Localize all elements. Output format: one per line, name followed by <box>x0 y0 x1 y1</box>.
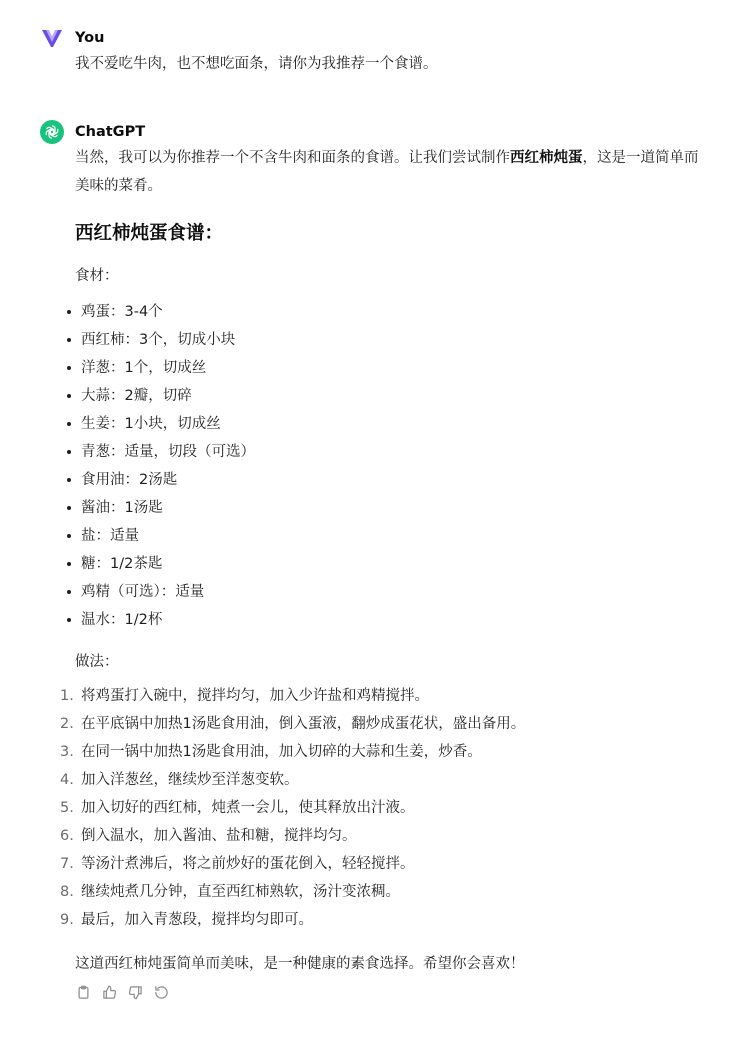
ingredient-text: 鸡蛋：3-4个 <box>81 304 163 320</box>
user-author-row <box>40 26 700 50</box>
list-item <box>75 550 700 578</box>
step-number: 8. <box>60 884 74 900</box>
ingredient-text: 青葱：适量，切段（可选） <box>81 444 255 460</box>
regenerate-icon <box>154 985 169 1000</box>
step-number: 3. <box>60 744 74 760</box>
list-item <box>75 326 700 354</box>
list-item <box>60 710 700 738</box>
user-message-text: 我不爱吃牛肉，也不想吃面条，请你为我推荐一个食谱。 <box>75 56 438 72</box>
copy-button[interactable] <box>75 984 91 1000</box>
step-number: 9. <box>60 912 74 928</box>
step-text: 倒入温水，加入酱油、盐和糖，搅拌均匀。 <box>81 828 357 844</box>
assistant-name: ChatGPT <box>75 124 146 140</box>
user-message <box>40 26 700 78</box>
ingredient-text: 大蒜：2瓣，切碎 <box>81 388 192 404</box>
assistant-intro <box>75 144 700 200</box>
step-text: 继续炖煮几分钟，直至西红柿熟软，汤汁变浓稠。 <box>81 884 400 900</box>
list-item <box>60 766 700 794</box>
assistant-outro: 这道西红柿炖蛋简单而美味，是一种健康的素食选择。希望你会喜欢！ <box>75 956 525 972</box>
step-number: 1. <box>60 688 74 704</box>
user-name: You <box>75 30 105 46</box>
step-number: 2. <box>60 716 74 732</box>
intro-suffix: ，这是一道简单而美味的菜肴。 <box>75 150 699 194</box>
step-number: 5. <box>60 800 74 816</box>
ingredient-text: 糖：1/2茶匙 <box>81 556 163 572</box>
ingredient-text: 生姜：1小块，切成丝 <box>81 416 221 432</box>
step-number: 4. <box>60 772 74 788</box>
user-avatar <box>40 26 64 50</box>
regenerate-button[interactable] <box>153 984 169 1000</box>
step-number: 7. <box>60 856 74 872</box>
ingredient-text: 洋葱：1个，切成丝 <box>81 360 207 376</box>
assistant-avatar <box>40 120 64 144</box>
copy-icon <box>76 985 91 1000</box>
thumbs-up-icon <box>102 985 117 1000</box>
list-item <box>75 410 700 438</box>
steps-list <box>60 682 700 934</box>
list-item <box>60 906 700 934</box>
list-item <box>60 850 700 878</box>
assistant-response <box>60 144 700 1000</box>
list-item <box>75 382 700 410</box>
thumbs-down-icon <box>128 985 143 1000</box>
list-item <box>60 822 700 850</box>
ingredient-text: 鸡精（可选）：适量 <box>81 584 205 600</box>
list-item <box>75 578 700 606</box>
ingredient-text: 温水：1/2杯 <box>81 612 163 628</box>
step-text: 将鸡蛋打入碗中，搅拌均匀，加入少许盐和鸡精搅拌。 <box>81 688 429 704</box>
ingredient-text: 盐：适量 <box>81 528 139 544</box>
list-item <box>60 878 700 906</box>
ingredient-text: 西红柿：3个，切成小块 <box>81 332 236 348</box>
thumbs-up-button[interactable] <box>101 984 117 1000</box>
openai-logo-icon <box>44 124 60 140</box>
assistant-message <box>40 120 700 1000</box>
ingredient-text: 酱油：1汤匙 <box>81 500 163 516</box>
list-item <box>75 606 700 634</box>
v-logo-icon <box>40 26 64 50</box>
step-text: 在同一锅中加热1汤匙食用油，加入切碎的大蒜和生姜，炒香。 <box>81 744 482 760</box>
list-item <box>60 682 700 710</box>
list-item <box>75 298 700 326</box>
steps-label: 做法： <box>75 654 119 670</box>
ingredients-label: 食材： <box>75 268 119 284</box>
assistant-author-row <box>40 120 700 144</box>
step-text: 加入洋葱丝，继续炒至洋葱变软。 <box>81 772 299 788</box>
ingredient-text: 食用油：2汤匙 <box>81 472 178 488</box>
recipe-title: 西红柿炖蛋食谱： <box>75 223 224 244</box>
step-text: 在平底锅中加热1汤匙食用油，倒入蛋液，翻炒成蛋花状，盛出备用。 <box>81 716 526 732</box>
list-item <box>75 354 700 382</box>
list-item <box>75 438 700 466</box>
step-text: 加入切好的西红柿，炖煮一会儿，使其释放出汁液。 <box>81 800 415 816</box>
step-text: 最后，加入青葱段，搅拌均匀即可。 <box>81 912 313 928</box>
list-item <box>60 738 700 766</box>
list-item <box>75 494 700 522</box>
list-item <box>75 522 700 550</box>
intro-prefix: 当然，我可以为你推荐一个不含牛肉和面条的食谱。让我们尝试制作 <box>75 150 510 166</box>
ingredients-list <box>75 298 700 634</box>
intro-dish-name: 西红柿炖蛋 <box>510 150 583 166</box>
list-item <box>60 794 700 822</box>
list-item <box>75 466 700 494</box>
step-number: 6. <box>60 828 74 844</box>
step-text: 等汤汁煮沸后，将之前炒好的蛋花倒入，轻轻搅拌。 <box>81 856 415 872</box>
thumbs-down-button[interactable] <box>127 984 143 1000</box>
message-actions <box>75 984 700 1000</box>
